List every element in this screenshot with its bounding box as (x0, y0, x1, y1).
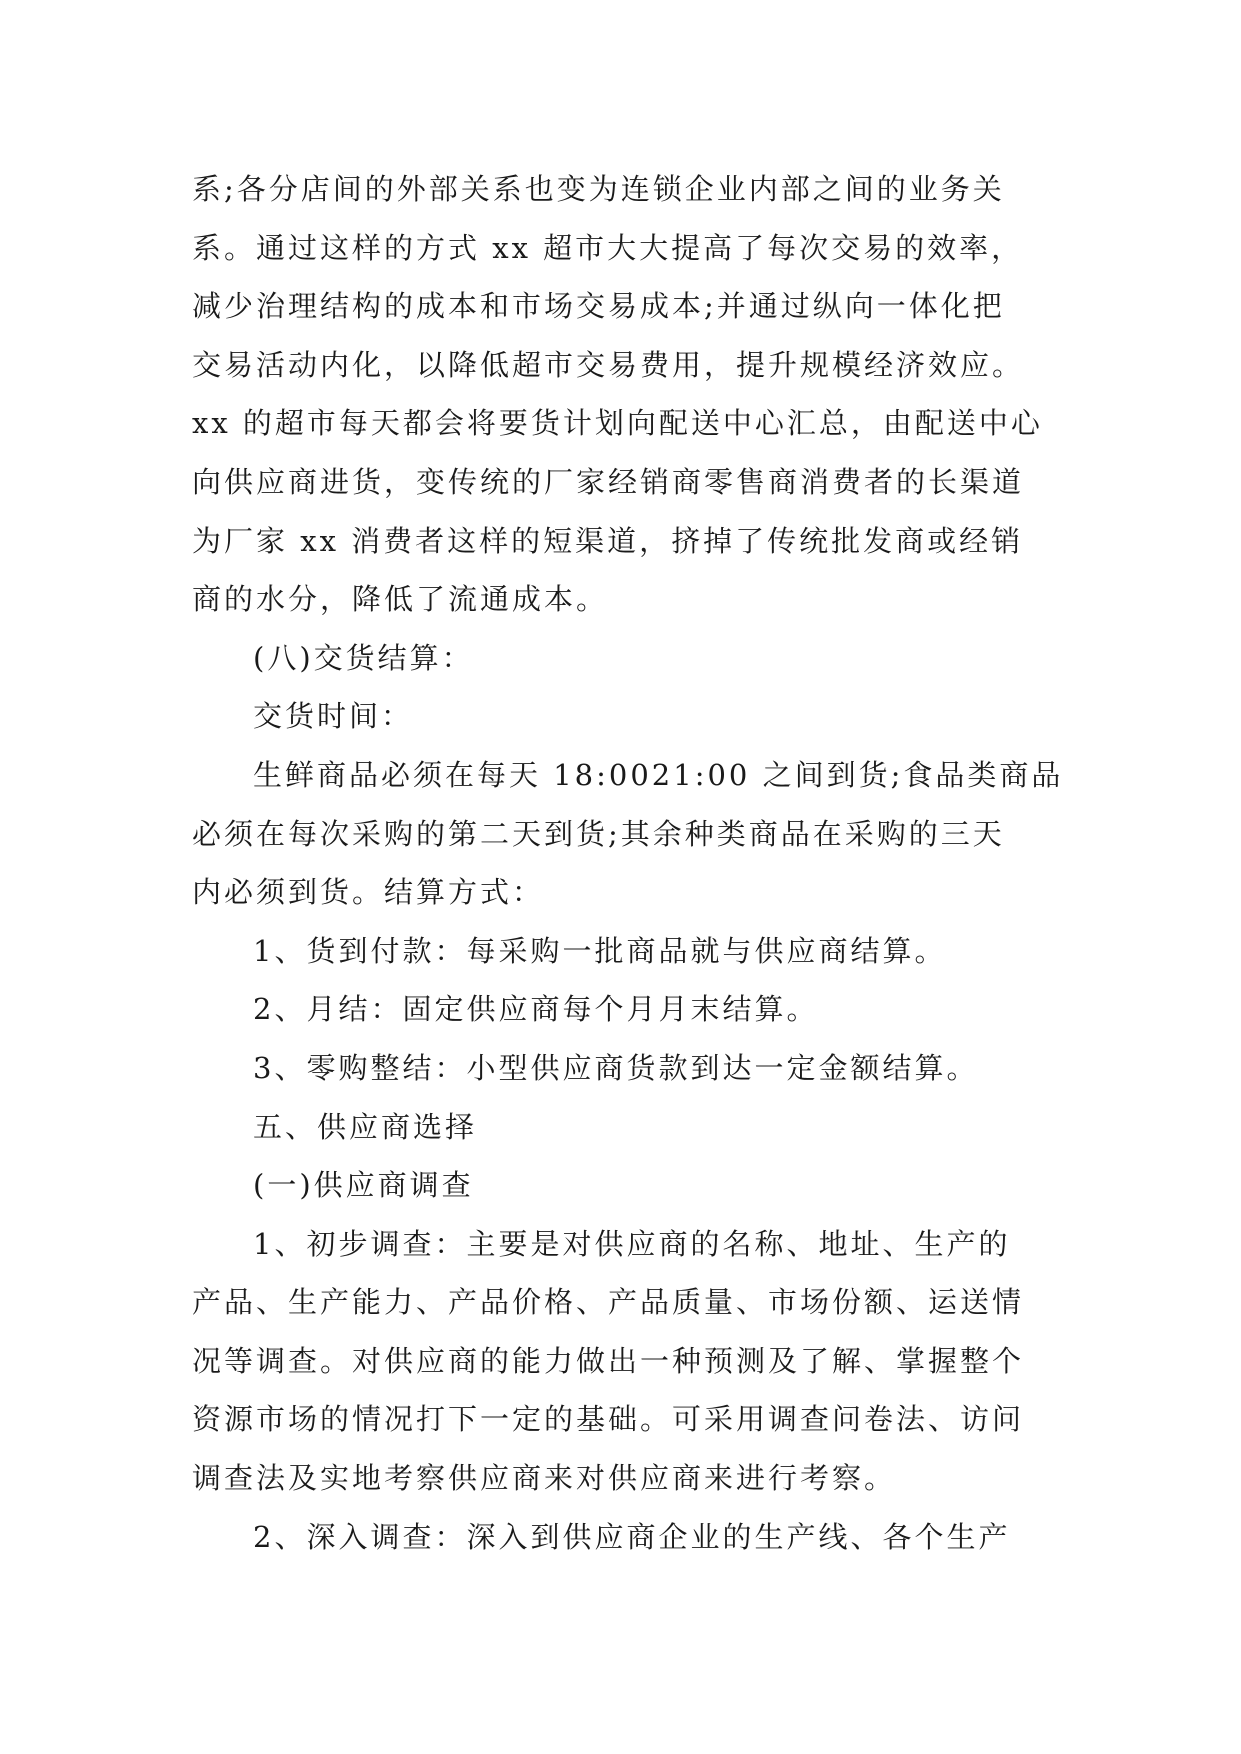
text-line: 减少治理结构的成本和市场交易成本;并通过纵向一体化把 (192, 289, 1005, 324)
text-line: 生鲜商品必须在每天 18:0021:00 之间到货;食品类商品 (253, 757, 1064, 792)
text-line: 必须在每次采购的第二天到货;其余种类商品在采购的三天 (192, 816, 1005, 851)
text-line: 向供应商进货，变传统的厂家经销商零售商消费者的长渠道 (192, 464, 1025, 499)
section-heading: 五、供应商选择 (253, 1109, 478, 1144)
text-line: 内必须到货。结算方式： (192, 875, 545, 910)
text-line: 商的水分，降低了流通成本。 (192, 582, 609, 617)
sub-heading: 交货时间： (253, 699, 414, 734)
text-line: 资源市场的情况打下一定的基础。可采用调查问卷法、访问 (192, 1402, 1025, 1437)
text-line: 系。通过这样的方式 xx 超市大大提高了每次交易的效率， (192, 230, 1024, 265)
list-item: 2、深入调查：深入到供应商企业的生产线、各个生产 (253, 1519, 1011, 1554)
list-item: 1、货到付款：每采购一批商品就与供应商结算。 (253, 933, 947, 968)
text-line: 系;各分店间的外部关系也变为连锁企业内部之间的业务关 (192, 172, 1005, 206)
document-page (192, 160, 1072, 1566)
text-line: 交易活动内化，以降低超市交易费用，提升规模经济效应。 (192, 347, 1025, 382)
text-line: xx 的超市每天都会将要货计划向配送中心汇总，由配送中心 (192, 406, 1043, 441)
text-line: 调查法及实地考察供应商来对供应商来进行考察。 (192, 1461, 897, 1496)
sub-heading: (一)供应商调查 (253, 1168, 474, 1203)
text-line: 为厂家 xx 消费者这样的短渠道，挤掉了传统批发商或经销 (192, 523, 1024, 558)
list-item: 1、初步调查：主要是对供应商的名称、地址、生产的 (253, 1226, 1011, 1261)
list-item: 2、月结：固定供应商每个月月末结算。 (253, 992, 819, 1027)
section-heading: (八)交货结算： (253, 640, 474, 675)
list-item: 3、零购整结：小型供应商货款到达一定金额结算。 (253, 1050, 979, 1085)
text-line: 况等调查。对供应商的能力做出一种预测及了解、掌握整个 (192, 1343, 1025, 1378)
text-line: 产品、生产能力、产品价格、产品质量、市场份额、运送情 (192, 1285, 1025, 1320)
